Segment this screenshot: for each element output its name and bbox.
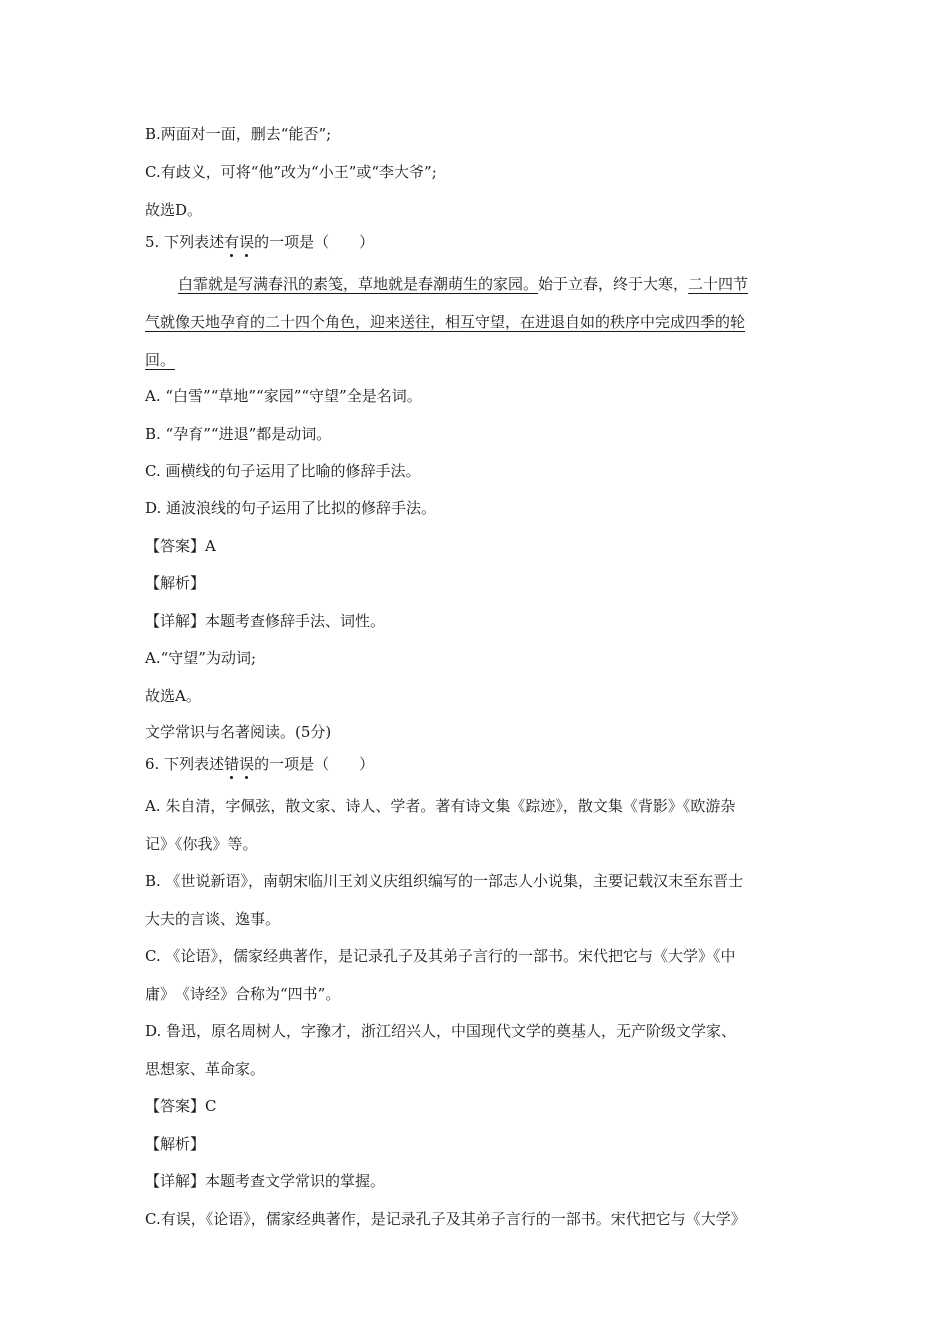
option-d: D. 鲁迅，原名周树人，字豫才，浙江绍兴人，中国现代文学的奠基人，无产阶级文学家、 — [145, 1022, 737, 1040]
emphasis-dot-char: 误 — [239, 755, 255, 773]
option-a-cont: 记》《你我》等。 — [145, 835, 258, 853]
emphasis-dot-char: 错 — [224, 755, 240, 773]
answer: 【答案】A — [145, 537, 216, 555]
question-5-stem: 5. 下列表述有误的一项是（ ） — [145, 233, 375, 251]
option-c: C. 《论语》，儒家经典著作，是记录孔子及其弟子言行的一部书。宋代把它与《大学》《中 — [145, 947, 736, 965]
answer: 【答案】C — [145, 1097, 217, 1115]
detail-explanation: 【详解】本题考查文学常识的掌握。 — [145, 1172, 386, 1190]
analysis-heading: 【解析】 — [145, 1135, 206, 1153]
detail-explanation: 【详解】本题考查修辞手法、词性。 — [145, 612, 386, 630]
underlined-sentence: 二十四节 — [688, 275, 749, 293]
underlined-sentence: 白霏就是写满春汛的素笺，草地就是春潮萌生的家园。 — [178, 275, 539, 293]
option-a: A. 朱自清，字佩弦，散文家、诗人、学者。著有诗文集《踪迹》，散文集《背影》《欧游杂 — [145, 797, 736, 815]
text-line: B.两面对一面，删去“能否”; — [145, 125, 332, 143]
option-d: D. 通波浪线的句子运用了比拟的修辞手法。 — [145, 499, 437, 517]
text-line: 故选A。 — [145, 687, 201, 705]
emphasis-dot-char: 误 — [239, 233, 255, 251]
emphasis-dot-char: 有 — [224, 233, 240, 251]
passage-line: 回。 — [145, 351, 176, 369]
option-d-cont: 思想家、革命家。 — [145, 1060, 266, 1078]
text-line: A.“守望”为动词; — [145, 649, 256, 667]
option-a: A. “白雪”“草地”“家园”“守望”全是名词。 — [145, 387, 422, 405]
analysis-heading: 【解析】 — [145, 574, 206, 592]
passage-line: 气就像天地孕育的二十四个角色，迎来送往，相互守望，在进退自如的秩序中完成四季的轮 — [145, 313, 746, 331]
option-b-cont: 大夫的言谈、逸事。 — [145, 910, 281, 928]
option-b: B. 《世说新语》，南朝宋临川王刘义庆组织编写的一部志人小说集，主要记载汉末至东晋士 — [145, 872, 744, 890]
option-b: B. “孕育”“进退”都是动词。 — [145, 425, 332, 443]
text-line: 故选D。 — [145, 201, 203, 219]
option-c: C. 画横线的句子运用了比喻的修辞手法。 — [145, 462, 421, 480]
option-c-cont: 庸》 《诗经》合称为“四书”。 — [145, 985, 341, 1003]
text-line: C.有误，《论语》，儒家经典著作，是记录孔子及其弟子言行的一部书。宋代把它与《大学》 — [145, 1210, 746, 1228]
text-line: C.有歧义，可将“他”改为“小王”或“李大爷”; — [145, 163, 437, 181]
question-6-stem: 6. 下列表述错误的一项是（ ） — [145, 755, 375, 773]
passage-line: 白霏就是写满春汛的素笺，草地就是春潮萌生的家园。始于立春，终于大寒，二十四节 — [178, 275, 749, 293]
section-heading: 文学常识与名著阅读。(5分) — [145, 723, 332, 741]
